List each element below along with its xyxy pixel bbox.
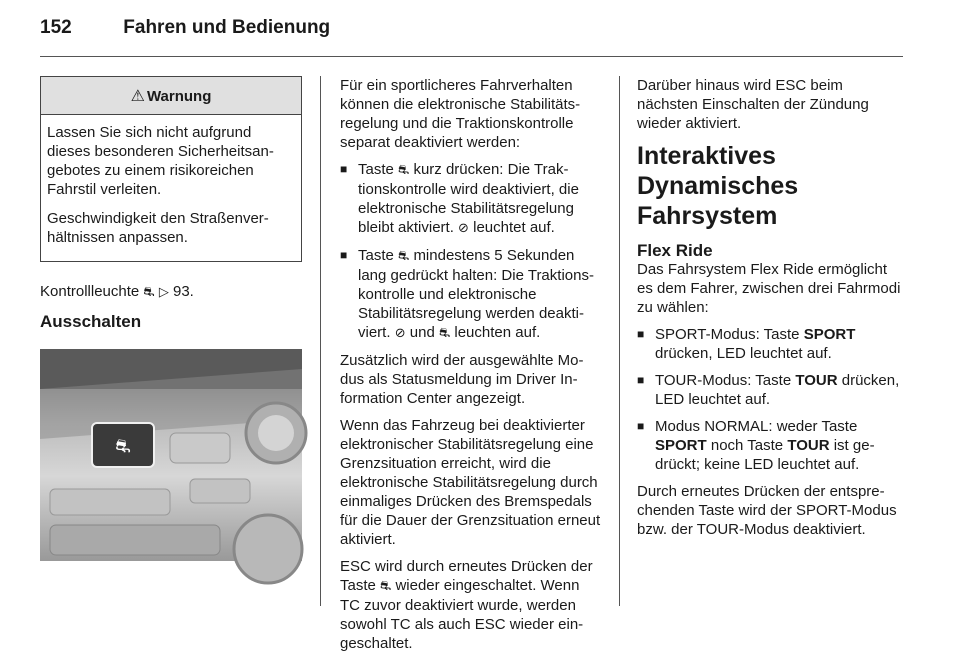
col2-paragraph-1: Zusätzlich wird der ausgewählte Modus als Statusmeldung im Driver Information Center angezeigt. <box>340 352 584 407</box>
esc-off-indicator-icon: ⊘ <box>394 326 406 341</box>
sport-key-label: SPORT <box>655 437 707 454</box>
list-item: ■ Taste ⛐ kurz drücken: Die Traktionskontrolle wird deaktiviert, die elektronische Stabilitätsregelung bleibt aktiviert. ⊘ leuchtet auf. <box>340 160 602 238</box>
flex-ride-intro: Das Fahrsystem Flex Ride ermöglicht es dem Fahrer, zwischen drei Fahrmodi zu wählen: <box>637 261 901 316</box>
dashboard-photo <box>40 349 302 561</box>
warning-paragraph-1: Lassen Sie sich nicht aufgrund dieses besonderen Sicherheitsangebotes zu einem risikoreichen Fahrstil verleiten. <box>47 124 274 198</box>
warning-box <box>40 76 302 262</box>
col2-paragraph-2: Wenn das Fahrzeug bei deaktivierter elektronischer Stabilitätsregelung eine Grenzsituation erreicht, wird die elektronische Stabilitätsregelung durch einmaliges Drücken des Bremspedals für die Dauer der Grenzsituation erneut aktiviert. <box>340 417 601 548</box>
page-header <box>40 18 330 37</box>
header-rule <box>40 56 903 57</box>
car-skid-icon: ⛐ <box>398 249 410 264</box>
col3-intro: Darüber hinaus wird ESC beim nächsten Einschalten der Zündung wieder aktiviert. <box>637 77 869 132</box>
tour-key-label: TOUR <box>787 437 830 454</box>
kontroll-page-ref[interactable]: 93. <box>172 283 194 300</box>
col2-intro: Für ein sportlicheres Fahrverhalten können die elektronische Stabilitätsregelung und die Traktionskontrolle separat deaktiviert werden: <box>340 77 581 151</box>
car-skid-icon: ⛐ <box>143 285 155 300</box>
section-heading-ausschalten: Ausschalten <box>40 312 142 331</box>
section-heading-ids: Interaktives Dynamisches Fahrsystem <box>637 142 799 230</box>
warning-title: Warnung <box>146 88 212 105</box>
tc-off-indicator-icon: ⛐ <box>438 326 451 341</box>
col3-bullet-list <box>637 325 905 474</box>
col2-bullet-list <box>340 160 602 343</box>
column-divider-1 <box>320 76 321 606</box>
kontrollleuchte-ref <box>40 282 302 302</box>
esc-off-indicator-icon: ⊘ <box>458 221 469 236</box>
car-skid-icon: ⛐ <box>398 163 410 178</box>
warning-header <box>41 77 301 115</box>
list-item: ■ SPORT-Modus: Taste SPORT drücken, LED leuchtet auf. <box>637 325 905 363</box>
warning-triangle-icon: ⚠ <box>130 86 145 105</box>
subheading-flex-ride: Flex Ride <box>637 241 713 260</box>
column-divider-2 <box>619 76 620 606</box>
col3-outro: Durch erneutes Drücken der entsprechenden Taste wird der SPORT-Modus bzw. der TOUR-Modus deaktiviert. <box>637 483 897 538</box>
sport-key-label: SPORT <box>803 326 856 343</box>
arrow-ref-icon: ▷ <box>158 285 169 300</box>
kontroll-text: Kontrollleuchte <box>40 283 140 300</box>
column-1 <box>40 76 302 561</box>
list-item: ■ TOUR-Modus: Taste TOUR drücken, LED leuchtet auf. <box>637 371 905 409</box>
tour-key-label: TOUR <box>795 372 838 389</box>
list-item: ■ Taste ⛐ mindestens 5 Sekunden lang gedrückt halten: Die Traktionskontrolle und elektronische Stabilitätsregelung werden deaktiviert. ⊘ und ⛐ leuchten auf. <box>340 246 602 343</box>
col2-paragraph-3: ESC wird durch erneutes Drücken der Taste ⛐ wieder eingeschaltet. Wenn TC zuvor deaktiviert wurde, werden sowohl TC als auch ESC wieder eingeschaltet. <box>340 558 593 652</box>
svg-text:⛐: ⛐ <box>115 436 131 457</box>
page-number: 152 <box>40 17 72 38</box>
page-title: Fahren und Bedienung <box>123 17 331 38</box>
column-2 <box>340 76 602 661</box>
list-item: ■ Modus NORMAL: weder Taste SPORT noch Taste TOUR ist gedrückt; keine LED leuchtet auf. <box>637 417 905 474</box>
warning-paragraph-2: Geschwindigkeit den Straßenverhältnissen anpassen. <box>47 210 269 246</box>
warning-body <box>41 115 301 261</box>
column-3 <box>637 76 905 547</box>
car-skid-icon: ⛐ <box>380 579 392 594</box>
